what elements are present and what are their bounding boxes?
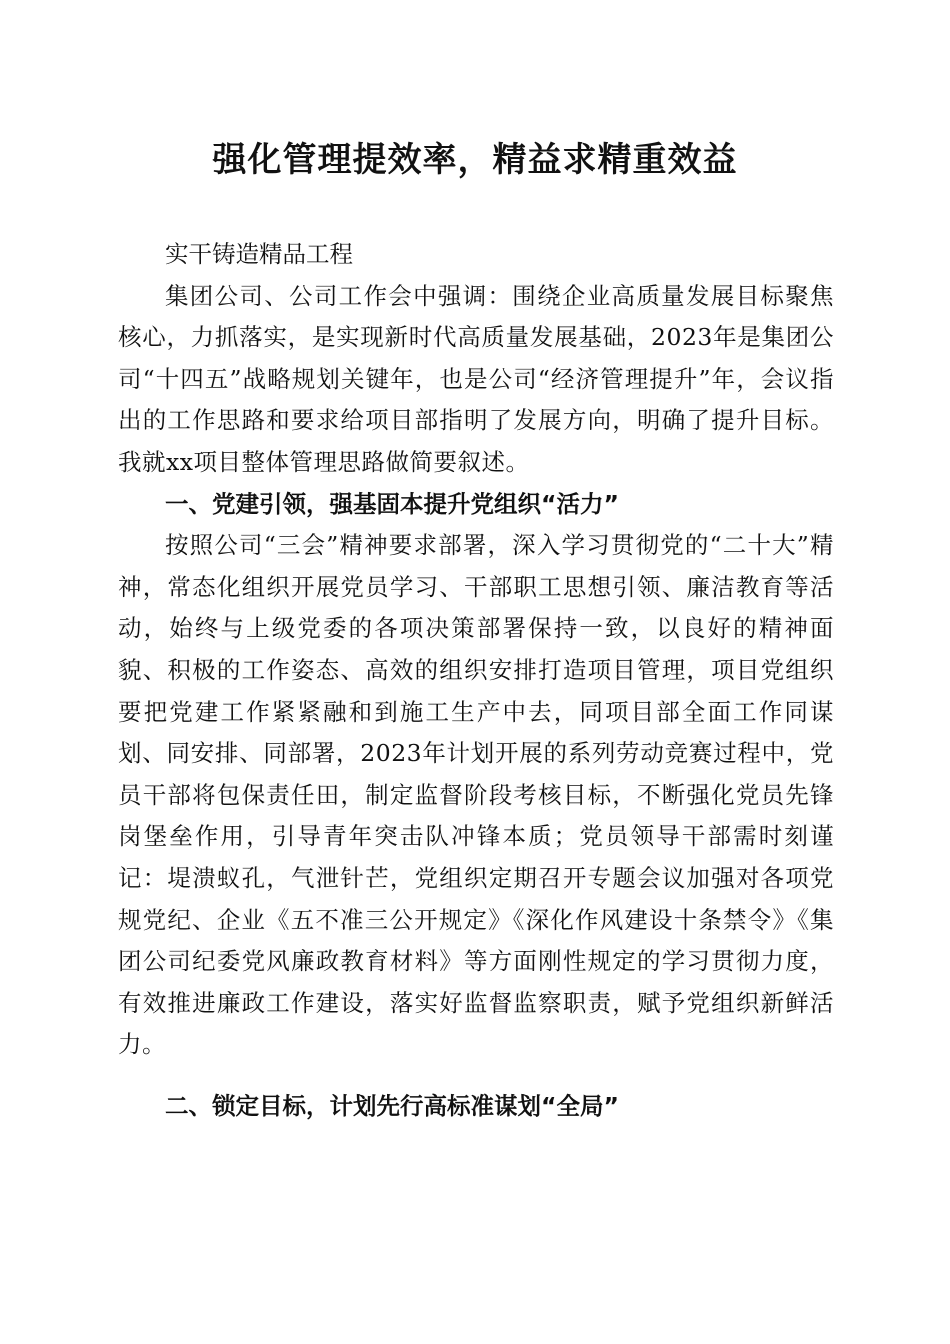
section-body-1: 按照公司“三会”精神要求部署，深入学习贯彻党的“二十大”精神，常态化组织开展党员学习、干部职工思想引领、廉洁教育等活动，始终与上级党委的各项决策部署保持一致，以良好的精神面貌、积极的工作姿态、高效的组织安排打造项目管理，项目党组织要把党建工作紧紧融和到施工生产中去，同项目部全面工作同谋划、同安排、同部署，2023年计划开展的系列劳动竞赛过程中，党员干部将包保责任田，制定监督阶段考核目标，不断强化党员先锋岗堡垒作用，引导青年突击队冲锋本质；党员领导干部需时刻谨记：堤溃蚁孔，气泄针芒，党组织定期召开专题会议加强对各项党规党纪、企业《五不准三公开规定》《深化作风建设十条禁令》《集团公司纪委党风廉政教育材料》等方面刚性规定的学习贯彻力度，有效推进廉政工作建设，落实好监督监察职责，赋予党组织新鲜活力。 bbox=[118, 531, 834, 1059]
intro-paragraph: 集团公司、公司工作会中强调：围绕企业高质量发展目标聚焦核心，力抓落实，是实现新时代高质量发展基础，2023年是集团公司“十四五”战略规划关键年，也是公司“经济管理提升”年，会议指出的工作思路和要求给项目部指明了发展方向，明确了提升目标。我就xx项目整体管理思路做简要叙述。 bbox=[118, 281, 834, 476]
document-body bbox=[118, 234, 834, 1127]
document-subtitle: 实干铸造精品工程 bbox=[165, 240, 353, 268]
section-heading-1: 一、党建引领，强基固本提升党组织“活力” bbox=[165, 489, 619, 518]
document-title: 强化管理提效率，精益求精重效益 bbox=[212, 140, 738, 180]
section-heading-2: 二、锁定目标，计划先行高标准谋划“全局” bbox=[165, 1091, 619, 1120]
